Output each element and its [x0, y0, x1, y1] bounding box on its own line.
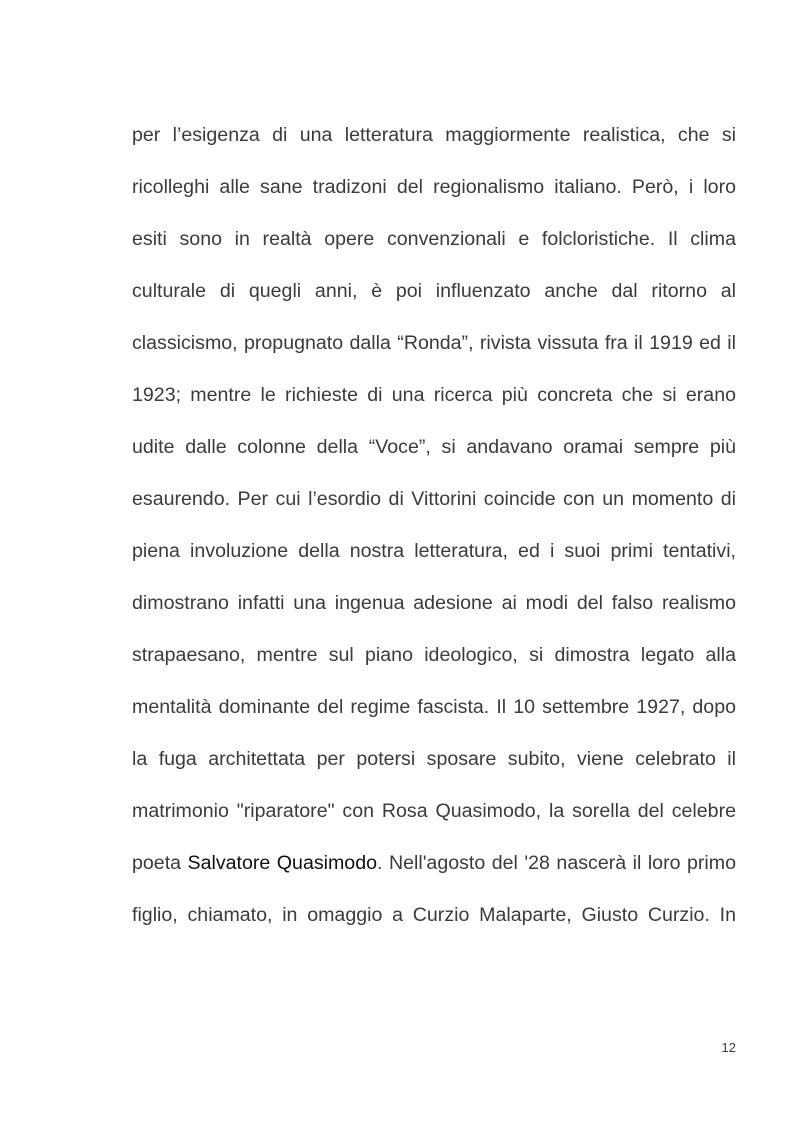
text-line: esiti sono in realtà opere convenzionali e folcloristiche. Il clima	[132, 228, 736, 250]
text-line: culturale di quegli anni, è poi influenzato anche dal ritorno al	[132, 280, 736, 302]
body-text	[132, 109, 736, 941]
text-line: 1923; mentre le richieste di una ricerca più concreta che si erano	[132, 384, 736, 406]
salvatore-quasimodo-link[interactable]: Salvatore Quasimodo	[187, 852, 377, 874]
text-line: mentalità dominante del regime fascista. Il 10 settembre 1927, dopo	[132, 696, 736, 718]
text-line-with-link	[132, 837, 736, 889]
text-line: dimostrano infatti una ingenua adesione ai modi del falso realismo	[132, 592, 736, 614]
text-segment: poeta	[132, 852, 188, 874]
text-line: classicismo, propugnato dalla “Ronda”, rivista vissuta fra il 1919 ed il	[132, 332, 736, 354]
text-line: per l’esigenza di una letteratura maggiormente realistica, che si	[132, 124, 736, 146]
text-line: figlio, chiamato, in omaggio a Curzio Malaparte, Giusto Curzio. In	[132, 904, 736, 926]
text-line: ricolleghi alle sane tradizoni del regionalismo italiano. Però, i loro	[132, 176, 736, 198]
text-line: la fuga architettata per potersi sposare subito, viene celebrato il	[132, 748, 736, 770]
text-line: udite dalle colonne della “Voce”, si andavano oramai sempre più	[132, 436, 736, 458]
text-segment: . Nell'agosto del '28 nascerà il loro primo	[377, 852, 736, 874]
text-line: piena involuzione della nostra letteratura, ed i suoi primi tentativi,	[132, 540, 736, 562]
text-line: esaurendo. Per cui l’esordio di Vittorini coincide con un momento di	[132, 488, 736, 510]
text-line: strapaesano, mentre sul piano ideologico, si dimostra legato alla	[132, 644, 736, 666]
text-line: matrimonio "riparatore" con Rosa Quasimodo, la sorella del celebre	[132, 800, 736, 822]
page-number: 12	[721, 1040, 736, 1055]
